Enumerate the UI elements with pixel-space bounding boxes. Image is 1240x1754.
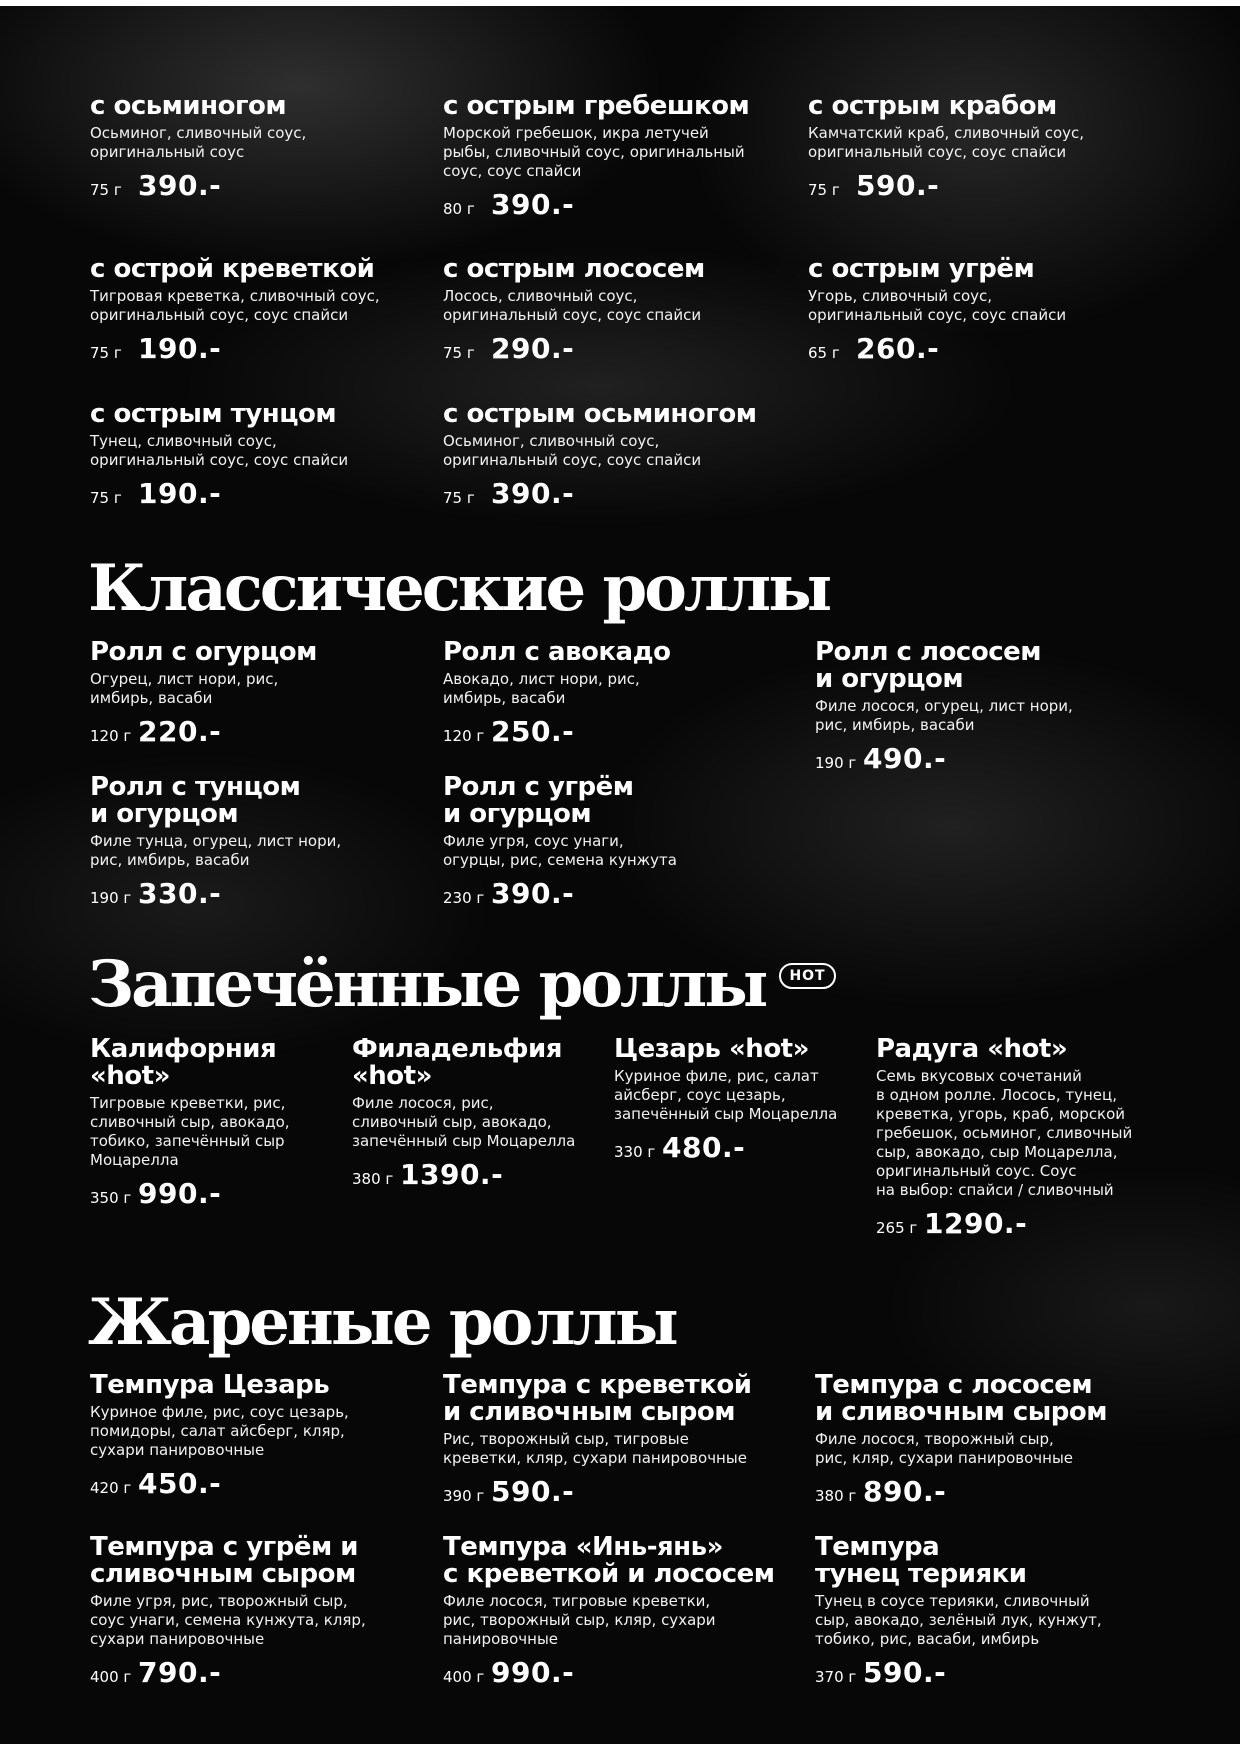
item-price: 790.-	[138, 1656, 222, 1689]
item-price: 390.-	[491, 477, 575, 510]
item-weight: 190 г	[90, 889, 132, 907]
item-price-row	[808, 169, 1084, 202]
item-price-row	[90, 715, 317, 748]
item-price: 990.-	[491, 1656, 575, 1689]
item-description: Лосось, сливочный соус, оригинальный соус, соус спайси	[443, 287, 702, 324]
item-price-row	[443, 715, 670, 748]
item-price-row	[90, 1656, 366, 1689]
item-price-row	[90, 477, 348, 510]
item-name: Ролл с тунцом и огурцом	[90, 772, 301, 829]
item-weight: 190 г	[815, 754, 857, 772]
item-name: Ролл с огурцом	[90, 637, 317, 667]
menu-item	[876, 1034, 1133, 1240]
menu-item	[443, 637, 671, 748]
item-price: 390.-	[138, 169, 222, 202]
item-name: с острым тунцом	[90, 399, 337, 429]
item-weight: 75 г	[443, 489, 475, 507]
menu-item	[90, 772, 342, 910]
item-weight: 380 г	[352, 1170, 394, 1188]
item-description: Камчатский краб, сливочный соус, оригинальный соус, соус спайси	[808, 124, 1085, 161]
item-name: с острым крабом	[808, 91, 1057, 121]
menu-item	[90, 91, 307, 202]
menu-item	[90, 1370, 349, 1500]
item-name: Ролл с лососем и огурцом	[815, 637, 1041, 694]
item-description: Филе лосося, творожный сыр, рис, кляр, сухари панировочные	[815, 1430, 1074, 1467]
item-description: Куриное филе, рис, соус цезарь, помидоры, салат айсберг, кляр, сухари панировочные	[90, 1403, 349, 1459]
item-name: Темпура Цезарь	[90, 1370, 330, 1400]
item-price: 490.-	[863, 742, 947, 775]
item-name: с острым лососем	[443, 254, 705, 284]
menu-item	[443, 1370, 752, 1508]
item-price: 390.-	[491, 877, 575, 910]
item-price-row	[90, 877, 341, 910]
item-weight: 370 г	[815, 1668, 857, 1686]
item-description: Осьминог, сливочный соус, оригинальный соус, соус спайси	[443, 432, 702, 469]
item-description: Филе угря, соус унаги, огурцы, рис, семена кунжута	[443, 832, 677, 869]
item-price-row	[876, 1207, 1132, 1240]
item-price-row	[90, 169, 306, 202]
item-weight: 400 г	[90, 1668, 132, 1686]
item-name: с острой креветкой	[90, 254, 375, 284]
menu-item	[90, 637, 317, 748]
item-name: Темпура тунец терияки	[815, 1532, 1027, 1589]
menu-item	[443, 772, 677, 910]
item-description: Авокадо, лист нори, рис, имбирь, васаби	[443, 670, 640, 707]
item-price-row	[443, 477, 756, 510]
item-name: с острым гребешком	[443, 91, 750, 121]
item-weight: 75 г	[90, 489, 122, 507]
item-description: Семь вкусовых сочетаний в одном ролле. Лосось, тунец, креветка, угорь, краб, морской гребешок, осьминог, сливочный сыр, авокадо, сыр Моцарелла, оригинальный соус. Соус на выбор: спайси / сливочный	[876, 1067, 1133, 1199]
section-title-fried: Жареные роллы	[88, 1285, 676, 1360]
item-weight: 420 г	[90, 1479, 132, 1497]
item-weight: 120 г	[443, 727, 485, 745]
item-price: 290.-	[491, 332, 575, 365]
item-description: Угорь, сливочный соус, оригинальный соус, соус спайси	[808, 287, 1067, 324]
menu-item	[352, 1034, 576, 1191]
item-price-row	[90, 1177, 290, 1210]
menu-item	[443, 91, 750, 221]
item-price: 250.-	[491, 715, 575, 748]
menu-item	[808, 91, 1085, 202]
item-name: Филадельфия «hot»	[352, 1034, 562, 1091]
menu-item	[90, 399, 349, 510]
item-weight: 350 г	[90, 1189, 132, 1207]
item-price: 590.-	[856, 169, 940, 202]
item-description: Огурец, лист нори, рис, имбирь, васаби	[90, 670, 279, 707]
item-price: 480.-	[662, 1131, 746, 1164]
section-title-baked: Запечённые роллы HOT	[88, 950, 836, 1020]
menu-item	[443, 254, 705, 365]
item-description: Тигровая креветка, сливочный соус, оригинальный соус, соус спайси	[90, 287, 380, 324]
item-weight: 380 г	[815, 1487, 857, 1505]
item-description: Тунец в соусе терияки, сливочный сыр, авокадо, зелёный лук, кунжут, тобико, рис, васаби, имбирь	[815, 1592, 1102, 1648]
item-description: Осьминог, сливочный соус, оригинальный соус	[90, 124, 307, 161]
item-description: Филе тунца, огурец, лист нори, рис, имбирь, васаби	[90, 832, 342, 869]
item-name: Ролл с авокадо	[443, 637, 671, 667]
item-name: Цезарь «hot»	[614, 1034, 809, 1064]
item-weight: 75 г	[443, 344, 475, 362]
item-price-row	[815, 1475, 1107, 1508]
item-price: 190.-	[138, 332, 222, 365]
item-name: Темпура «Инь-янь» с креветкой и лососем	[443, 1532, 775, 1589]
item-description: Филе лосося, тигровые креветки, рис, творожный сыр, кляр, сухари панировочные	[443, 1592, 716, 1648]
item-name: с осьминогом	[90, 91, 287, 121]
item-name: Калифорния «hot»	[90, 1034, 277, 1091]
item-price: 590.-	[863, 1656, 947, 1689]
item-name: с острым угрём	[808, 254, 1035, 284]
menu-item	[614, 1034, 838, 1164]
item-description: Тунец, сливочный соус, оригинальный соус, соус спайси	[90, 432, 349, 469]
item-price: 260.-	[856, 332, 940, 365]
menu-item	[90, 254, 380, 365]
item-price-row	[443, 1475, 751, 1508]
item-price-row	[808, 332, 1066, 365]
item-price: 590.-	[491, 1475, 575, 1508]
item-weight: 120 г	[90, 727, 132, 745]
item-name: Темпура с угрём и сливочным сыром	[90, 1532, 359, 1589]
item-description: Филе лосося, рис, сливочный сыр, авокадо, запечённый сыр Моцарелла	[352, 1094, 576, 1150]
item-price: 190.-	[138, 477, 222, 510]
menu-item	[815, 637, 1073, 775]
item-price-row	[90, 1467, 349, 1500]
menu-item	[808, 254, 1067, 365]
item-weight: 80 г	[443, 200, 475, 218]
item-price: 450.-	[138, 1467, 222, 1500]
item-description: Рис, творожный сыр, тигровые креветки, кляр, сухари панировочные	[443, 1430, 747, 1467]
item-weight: 400 г	[443, 1668, 485, 1686]
menu-item	[815, 1532, 1102, 1689]
item-name: Темпура с креветкой и сливочным сыром	[443, 1370, 752, 1427]
item-price: 330.-	[138, 877, 222, 910]
menu-item	[90, 1034, 290, 1210]
menu-item	[815, 1370, 1108, 1508]
item-name: Радуга «hot»	[876, 1034, 1068, 1064]
item-price-row	[90, 332, 380, 365]
item-price-row	[815, 742, 1073, 775]
item-name: Ролл с угрём и огурцом	[443, 772, 634, 829]
item-price-row	[443, 332, 705, 365]
item-weight: 75 г	[90, 344, 122, 362]
item-weight: 65 г	[808, 344, 840, 362]
item-weight: 75 г	[808, 181, 840, 199]
item-name: с острым осьминогом	[443, 399, 757, 429]
item-price-row	[352, 1158, 575, 1191]
item-price: 990.-	[138, 1177, 222, 1210]
item-description: Тигровые креветки, рис, сливочный сыр, авокадо, тобико, запечённый сыр Моцарелла	[90, 1094, 290, 1169]
item-description: Куриное филе, рис, салат айсберг, соус цезарь, запечённый сыр Моцарелла	[614, 1067, 838, 1123]
item-weight: 75 г	[90, 181, 122, 199]
item-price: 1390.-	[400, 1158, 504, 1191]
item-price-row	[443, 877, 677, 910]
item-description: Филе лосося, огурец, лист нори, рис, имбирь, васаби	[815, 697, 1073, 734]
menu-item	[90, 1532, 366, 1689]
item-name: Темпура с лососем и сливочным сыром	[815, 1370, 1108, 1427]
item-price: 220.-	[138, 715, 222, 748]
item-price-row	[614, 1131, 837, 1164]
item-weight: 265 г	[876, 1219, 918, 1237]
item-price: 890.-	[863, 1475, 947, 1508]
section-title-classic: Классические роллы	[88, 551, 830, 626]
item-price-row	[443, 1656, 775, 1689]
menu-page	[0, 6, 1240, 1744]
item-description: Филе угря, рис, творожный сыр, соус унаги, семена кунжута, кляр, сухари панировочные	[90, 1592, 366, 1648]
item-price-row	[815, 1656, 1102, 1689]
item-price: 390.-	[491, 188, 575, 221]
item-weight: 330 г	[614, 1143, 656, 1161]
item-price-row	[443, 188, 749, 221]
hot-badge: HOT	[779, 963, 835, 989]
item-description: Морской гребешок, икра летучей рыбы, сливочный соус, оригинальный соус, соус спайси	[443, 124, 745, 180]
item-weight: 390 г	[443, 1487, 485, 1505]
item-price: 1290.-	[924, 1207, 1028, 1240]
item-weight: 230 г	[443, 889, 485, 907]
menu-item	[443, 399, 757, 510]
menu-item	[443, 1532, 775, 1689]
